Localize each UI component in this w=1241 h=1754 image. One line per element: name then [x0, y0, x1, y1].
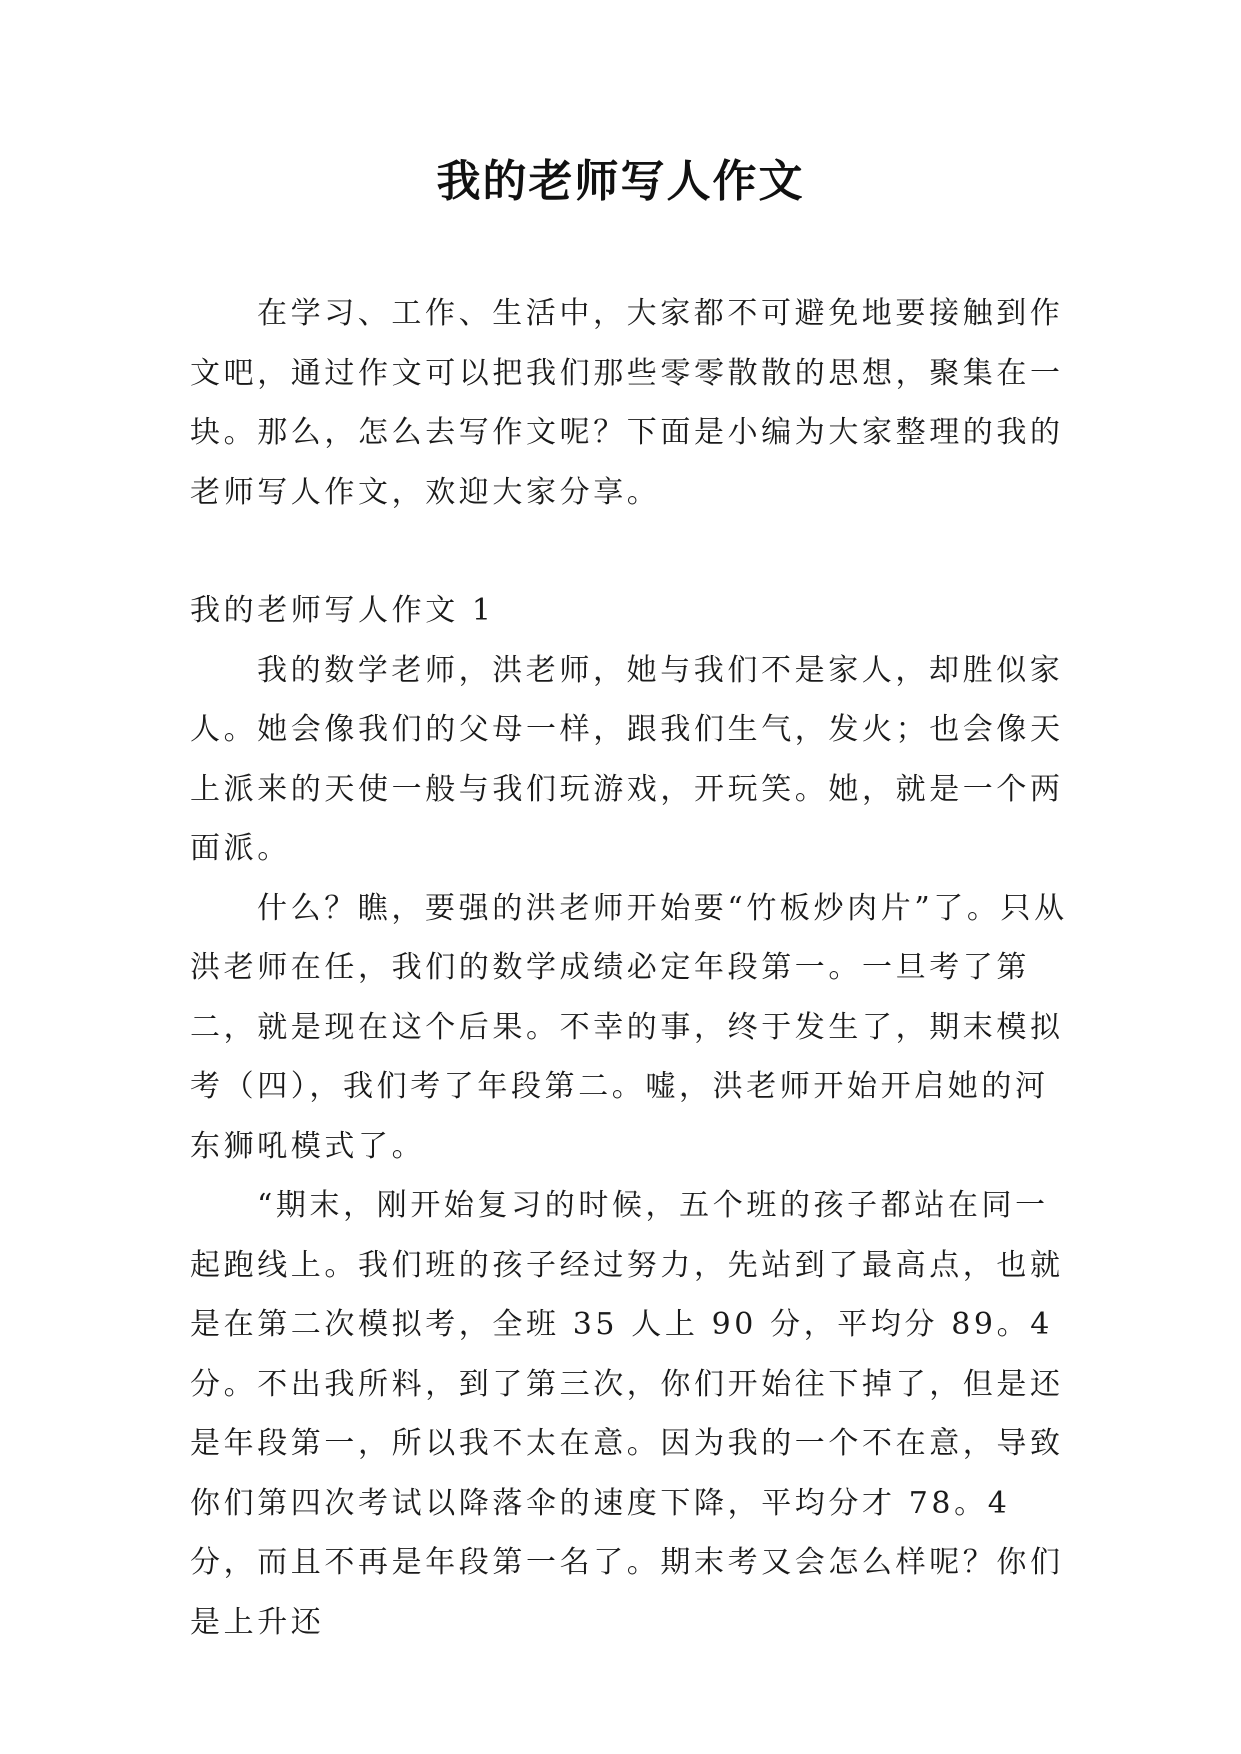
body-paragraph: 我的数学老师，洪老师，她与我们不是家人，却胜似家人。她会像我们的父母一样，跟我们生气，发火；也会像天上派来的天使一般与我们玩游戏，开玩笑。她，就是一个两面派。: [190, 652, 1064, 866]
body-paragraph: 什么？瞧，要强的洪老师开始要“竹板炒肉片”了。只从洪老师在任，我们的数学成绩必定年段第一。一旦考了第二，就是现在这个后果。不幸的事，终于发生了，期末模拟考（四），我们考了年段第二。嘘，洪老师开始开启她的河东狮吼模式了。: [190, 890, 1068, 1164]
section-heading: 我的老师写人作文 1: [190, 593, 495, 628]
body-paragraph: “期末，刚开始复习的时候，五个班的孩子都站在同一起跑线上。我们班的孩子经过努力，先站到了最高点，也就是在第二次模拟考，全班 35 人上 90 分，平均分 89。4 分。不出我所料，到了第三次，你们开始往下掉了，但是还是年段第一，所以我不太在意。因为我的一个不在意，导致你们第四次考试以降落伞的速度下降，平均分才 78。4 分，而且不再是年段第一名了。期末考又会怎么样呢？你们是上升还: [190, 1188, 1064, 1640]
document-title: 我的老师写人作文: [436, 156, 805, 207]
document-body: [190, 284, 1070, 1652]
intro-paragraph: 在学习、工作、生活中，大家都不可避免地要接触到作文吧，通过作文可以把我们那些零零散散的思想，聚集在一块。那么，怎么去写作文呢？下面是小编为大家整理的我的老师写人作文，欢迎大家分享。: [190, 296, 1064, 510]
